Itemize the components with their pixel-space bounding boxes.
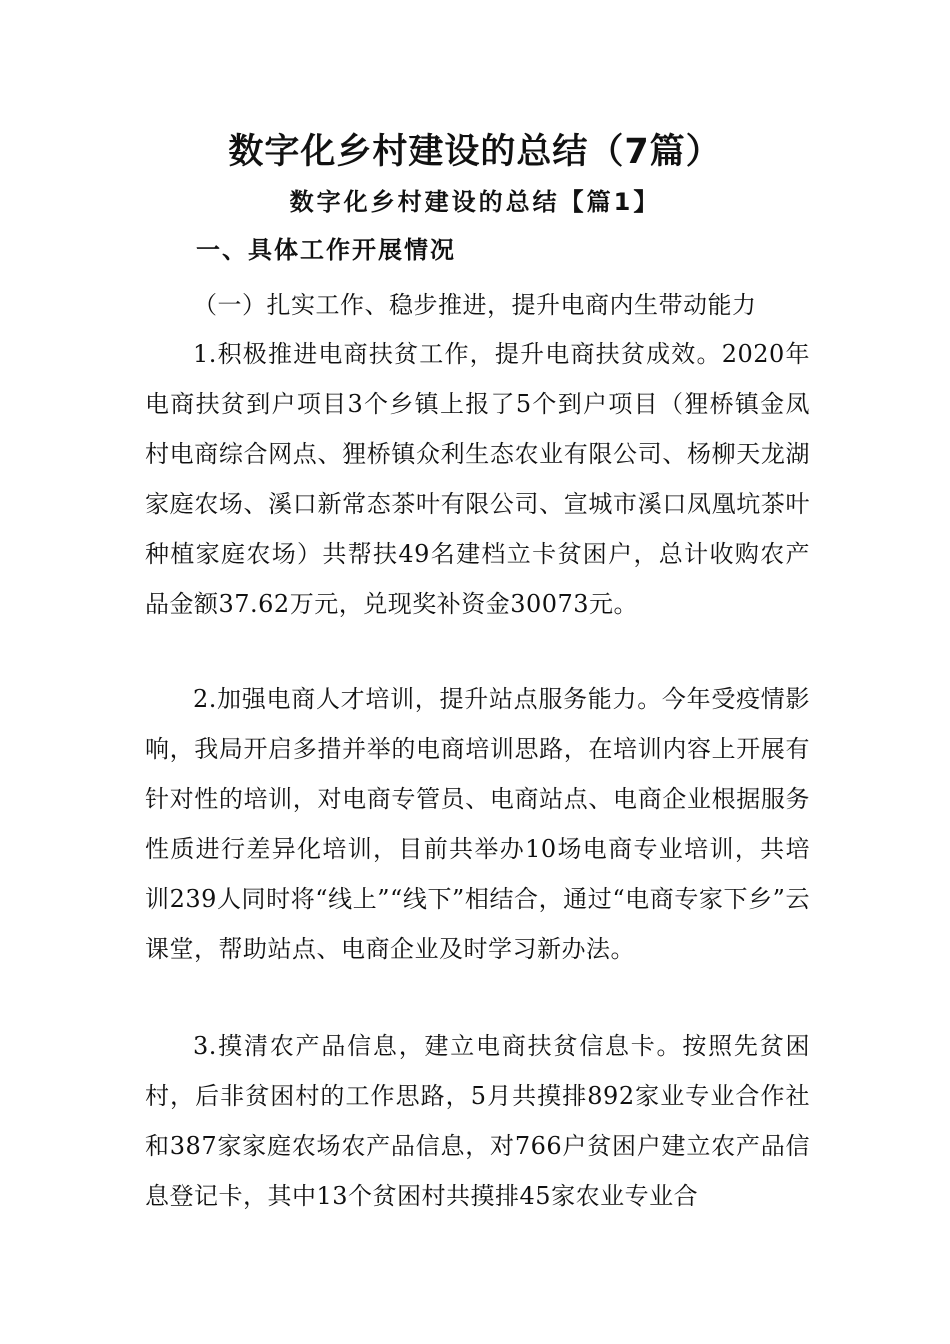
sub-heading: （一）扎实工作、稳步推进，提升电商内生带动能力 [193, 291, 757, 319]
paragraph: 2.加强电商人才培训，提升站点服务能力。今年受疫情影响，我局开启多措并举的电商培训思路，在培训内容上开展有针对性的培训，对电商专管员、电商站点、电商企业根据服务性质进行差异化培训，目前共举办10场电商专业培训，共培训239人同时将“线上”“线下”相结合，通过“电商专家下乡”云课堂，帮助站点、电商企业及时学习新办法。 [145, 685, 810, 963]
paragraph: 3.摸清农产品信息，建立电商扶贫信息卡。按照先贫困村，后非贫困村的工作思路，5月共摸排892家业专业合作社和387家家庭农场农产品信息，对766户贫困户建立农产品信息登记卡，其中13个贫困村共摸排45家农业专业合 [145, 1032, 810, 1210]
section-heading: 一、具体工作开展情况 [196, 236, 456, 264]
document-title: 数字化乡村建设的总结（7篇） [228, 132, 722, 172]
paragraph: 1.积极推进电商扶贫工作，提升电商扶贫成效。2020年电商扶贫到户项目3个乡镇上报了5个到户项目（狸桥镇金凤村电商综合网点、狸桥镇众利生态农业有限公司、杨柳天龙湖家庭农场、溪口新常态茶叶有限公司、宣城市溪口凤凰坑茶叶种植家庭农场）共帮扶49名建档立卡贫困户，总计收购农产品金额37.62万元，兑现奖补资金30073元。 [145, 340, 810, 618]
document-subtitle: 数字化乡村建设的总结【篇1】 [289, 188, 661, 216]
